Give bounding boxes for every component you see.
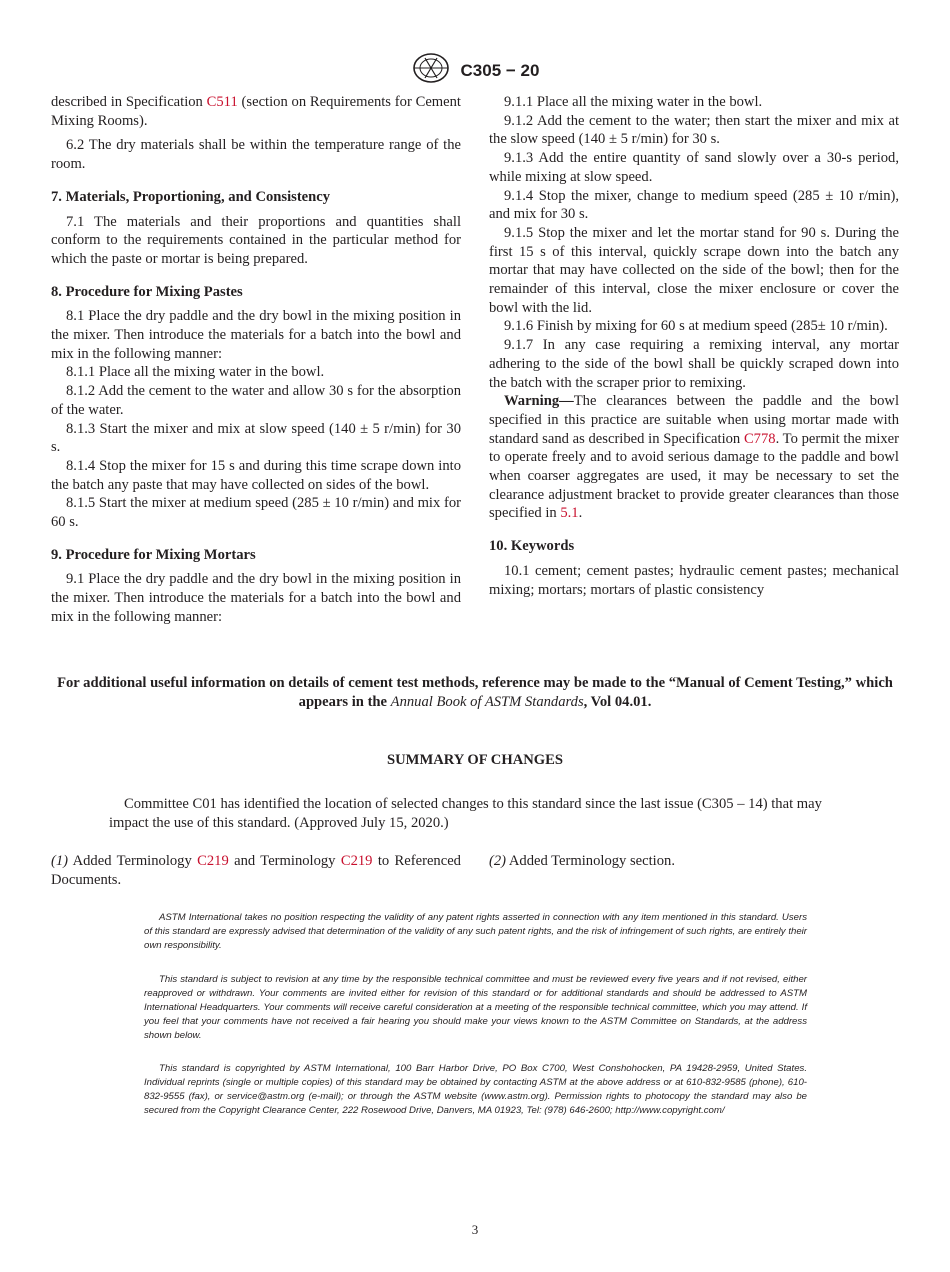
copyright-notice: This standard is copyrighted by ASTM International, 100 Barr Harbor Drive, PO Box C700, West Conshohocken, PA 19428-2959, United States. Individual reprints (single or multiple copies) of this standard may be obtained by contacting ASTM at the above address or at 610-832-9585 (phone), 610-832-9555 (fax), or service@astm.org (e-mail); or through the ASTM website (www.astm.org). Permission rights to photocopy the standard may also be secured from the Copyright Clearance Center, 222 Rosewood Drive, Danvers, MA 01923, Tel: (978) 646-2600; http://www.copyright.com/ bbox=[144, 1063, 807, 1116]
paragraph-9-1-1: 9.1.1 Place all the mixing water in the bowl. bbox=[504, 94, 763, 110]
cement-testing-note: For additional useful information on details of cement test methods, reference may be made to the “Manual of Cement Testing,” which appears in the Annual Book of ASTM Standards, Vol 04.01. bbox=[57, 675, 893, 710]
link-section-5-1[interactable]: 5.1 bbox=[560, 505, 579, 522]
paragraph-9-1-4: 9.1.4 Stop the mixer, change to medium speed (285 ± 10 r/min), and mix for 30 s. bbox=[489, 187, 899, 223]
page-header bbox=[0, 52, 950, 89]
paragraph-9-1-3: 9.1.3 Add the entire quantity of sand slowly over a 30-s period, while mixing at slow speed. bbox=[489, 150, 899, 185]
right-column bbox=[489, 93, 899, 599]
link-c778[interactable]: C778 bbox=[743, 430, 776, 447]
paragraph-9-1: 9.1 Place the dry paddle and the dry bowl in the mixing position in the mixer. Then introduce the materials for a batch into the bowl and mix in the following manner: bbox=[51, 571, 461, 625]
summary-title: SUMMARY OF CHANGES bbox=[387, 752, 563, 768]
heading-section-7: 7. Materials, Proportioning, and Consistency bbox=[51, 188, 331, 205]
patent-disclaimer: ASTM International takes no position respecting the validity of any patent rights asserted in connection with any item mentioned in this standard. Users of this standard are expressly advised that determination of the validity of any such patent rights, and the risk of infringement of such rights, are entirely their own responsibility. bbox=[144, 912, 807, 951]
paragraph-9-1-6: 9.1.6 Finish by mixing for 60 s at medium speed (285± 10 r/min). bbox=[504, 318, 888, 335]
heading-section-9: 9. Procedure for Mixing Mortars bbox=[51, 546, 256, 563]
astm-logo-icon bbox=[411, 52, 451, 89]
revision-notice: This standard is subject to revision at any time by the responsible technical committee and must be reviewed every five years and if not revised, either reapproved or withdrawn. Your comments are invited either for revision of this standard or for additional standards and should be addressed to ASTM International Headquarters. Your comments will receive careful consideration at a meeting of the responsible technical committee, which you may attend. If you feel that your comments have not received a fair hearing you should make your views known to the ASTM Committee on Standards, at the address shown below. bbox=[144, 974, 807, 1041]
paragraph-continuation: described in Specification C511 (section on Requirements for Cement Mixing Rooms). bbox=[51, 94, 461, 129]
paragraph-8-1-1: 8.1.1 Place all the mixing water in the bowl. bbox=[66, 364, 325, 381]
page-number: 3 bbox=[471, 1222, 479, 1237]
summary-text: Committee C01 has identified the location of selected changes to this standard since the last issue (C305 – 14) that may impact the use of this standard. (Approved July 15, 2020.) bbox=[109, 796, 822, 831]
annual-book-title: Annual Book of ASTM Standards bbox=[390, 694, 584, 710]
paragraph-8-1-2: 8.1.2 Add the cement to the water and allow 30 s for the absorption of the water. bbox=[51, 383, 461, 418]
heading-section-10: 10. Keywords bbox=[489, 538, 575, 555]
change-item-2: (2) Added Terminology section. bbox=[489, 853, 675, 869]
paragraph-6-2: 6.2 The dry materials shall be within the temperature range of the room. bbox=[51, 137, 461, 173]
paragraph-9-1-7: 9.1.7 In any case requiring a remixing interval, any mortar adhering to the side of the bowl shall be quickly scraped down into the batch with the scraper prior to remixing. bbox=[489, 337, 899, 391]
paragraph-8-1-3: 8.1.3 Start the mixer and mix at slow speed (140 ± 5 r/min) for 30 s. bbox=[51, 420, 461, 456]
paragraph-8-1: 8.1 Place the dry paddle and the dry bowl in the mixing position in the mixer. Then introduce the materials for a batch into the bowl and mix in the following manner: bbox=[51, 308, 461, 362]
heading-section-8: 8. Procedure for Mixing Pastes bbox=[51, 283, 243, 300]
standard-code: C305 − 20 bbox=[460, 60, 540, 80]
link-c219[interactable]: C219 bbox=[197, 853, 229, 869]
link-c511[interactable]: C511 bbox=[206, 94, 238, 110]
paragraph-9-1-5: 9.1.5 Stop the mixer and let the mortar stand for 90 s. During the first 15 s of this interval, quickly scrape down into the batch any mortar that may have collected on the side of the bowl; then for the remainder of this interval, close the mixer enclosure or cover the bowl with the lid. bbox=[489, 224, 899, 316]
paragraph-7-1: 7.1 The materials and their proportions and quantities shall conform to the requirements contained in the particular method for which the paste or mortar is being prepared. bbox=[51, 213, 461, 267]
left-column bbox=[51, 93, 461, 627]
warning-label: Warning— bbox=[504, 393, 574, 410]
paragraph-8-1-4: 8.1.4 Stop the mixer for 15 s and during this time scrape down into the batch any paste that may have collected on sides of the bowl. bbox=[51, 457, 461, 493]
paragraph-10-1: 10.1 cement; cement pastes; hydraulic cement pastes; mechanical mixing; mortars; mortars of plastic consistency bbox=[489, 562, 899, 598]
paragraph-9-1-2: 9.1.2 Add the cement to the water; then start the mixer and mix at the slow speed (140 ± 5 r/min) for 30 s. bbox=[489, 112, 899, 148]
paragraph-8-1-5: 8.1.5 Start the mixer at medium speed (285 ± 10 r/min) and mix for 60 s. bbox=[51, 495, 461, 531]
change-item-1: (1) Added Terminology C219 and Terminology C219 to Referenced Documents. bbox=[51, 853, 461, 888]
warning-paragraph: Warning—The clearances between the paddle and the bowl specified in this practice are suitable when using mortar made with standard sand as described in Specification C778. To permit the mixer to operate freely and to avoid serious damage to the paddle and bowl when coarser aggregates are used, it may be necessary to set the clearance adjustment bracket to provide greater clearances than those specified in 5.1. bbox=[489, 393, 900, 522]
link-c219-second[interactable]: C219 bbox=[340, 853, 373, 869]
